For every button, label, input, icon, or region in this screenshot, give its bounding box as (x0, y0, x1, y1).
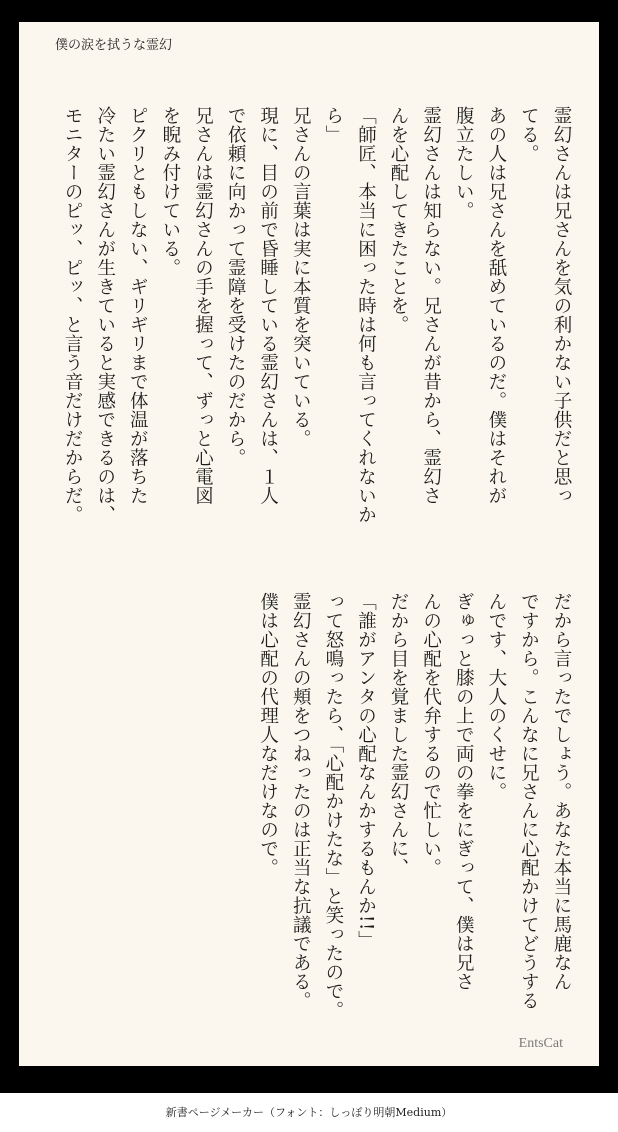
text-line: 兄さんの言葉は実に本質を突いている。 (290, 106, 312, 448)
text-line: 霊幻さんは知らない。兄さんが昔から、霊幻さ (420, 106, 442, 505)
text-line: ですから。こんなに兄さんに心配かけてどうする (518, 592, 540, 1010)
text-line: んを心配してきたことを。 (388, 106, 410, 334)
text-line: 現に、目の前で昏睡している霊幻さんは、１人 (257, 106, 279, 505)
text-line: 腹立たしい。 (453, 106, 475, 220)
top-text-block (56, 106, 578, 566)
bottom-text-block (251, 592, 577, 1032)
text-line: ら」 (322, 106, 344, 144)
text-line: ピクリともしない、ギリギリまで体温が落ちた (127, 106, 149, 505)
generator-caption: 新書ページメーカー（フォント：しっぽり明朝Medium） (165, 1106, 453, 1119)
text-line: モニターのピッ、ピッ、と言う音だけだからだ。 (62, 106, 84, 524)
text-line: 霊幻さんの頬をつねったのは正当な抗議である。 (290, 592, 312, 1010)
text-line: を睨み付けている。 (159, 106, 181, 277)
text-line: んです、大人のくせに。 (485, 592, 507, 801)
text-line: だから目を覚ました霊幻さんに、 (388, 592, 410, 877)
author-credit: EntsCat (518, 1036, 563, 1051)
text-line: 「誰がアンタの心配なんかするもんか!!」 (355, 592, 377, 950)
text-line: 「師匠、本当に困った時は何も言ってくれないか (355, 106, 377, 524)
text-line: 霊幻さんは兄さんを気の利かない子供だと思っ (551, 106, 572, 505)
text-line: ぎゅっと膝の上で両の拳をにぎって、僕は兄さ (453, 592, 475, 991)
text-line: あの人は兄さんを舐めているのだ。僕はそれが (485, 106, 507, 505)
text-line: 冷たい霊幻さんが生きていると実感できるのは、 (94, 106, 116, 524)
text-line: 僕は心配の代理人なだけなので。 (257, 592, 279, 877)
text-line: だから言ったでしょう。あなた本当に馬鹿なん (551, 592, 572, 991)
text-line: で依頼に向かって霊障を受けたのだから。 (225, 106, 247, 467)
page-title: 僕の涙を拭うな霊幻 (55, 38, 173, 53)
text-line: んの心配を代弁するので忙しい。 (420, 592, 442, 877)
text-line: 兄さんは霊幻さんの手を握って、ずっと心電図 (192, 106, 214, 505)
text-line: って怒鳴ったら、「心配かけたな」と笑ったので。 (322, 592, 344, 1020)
book-page (19, 22, 599, 1066)
text-line: てる。 (518, 106, 540, 163)
